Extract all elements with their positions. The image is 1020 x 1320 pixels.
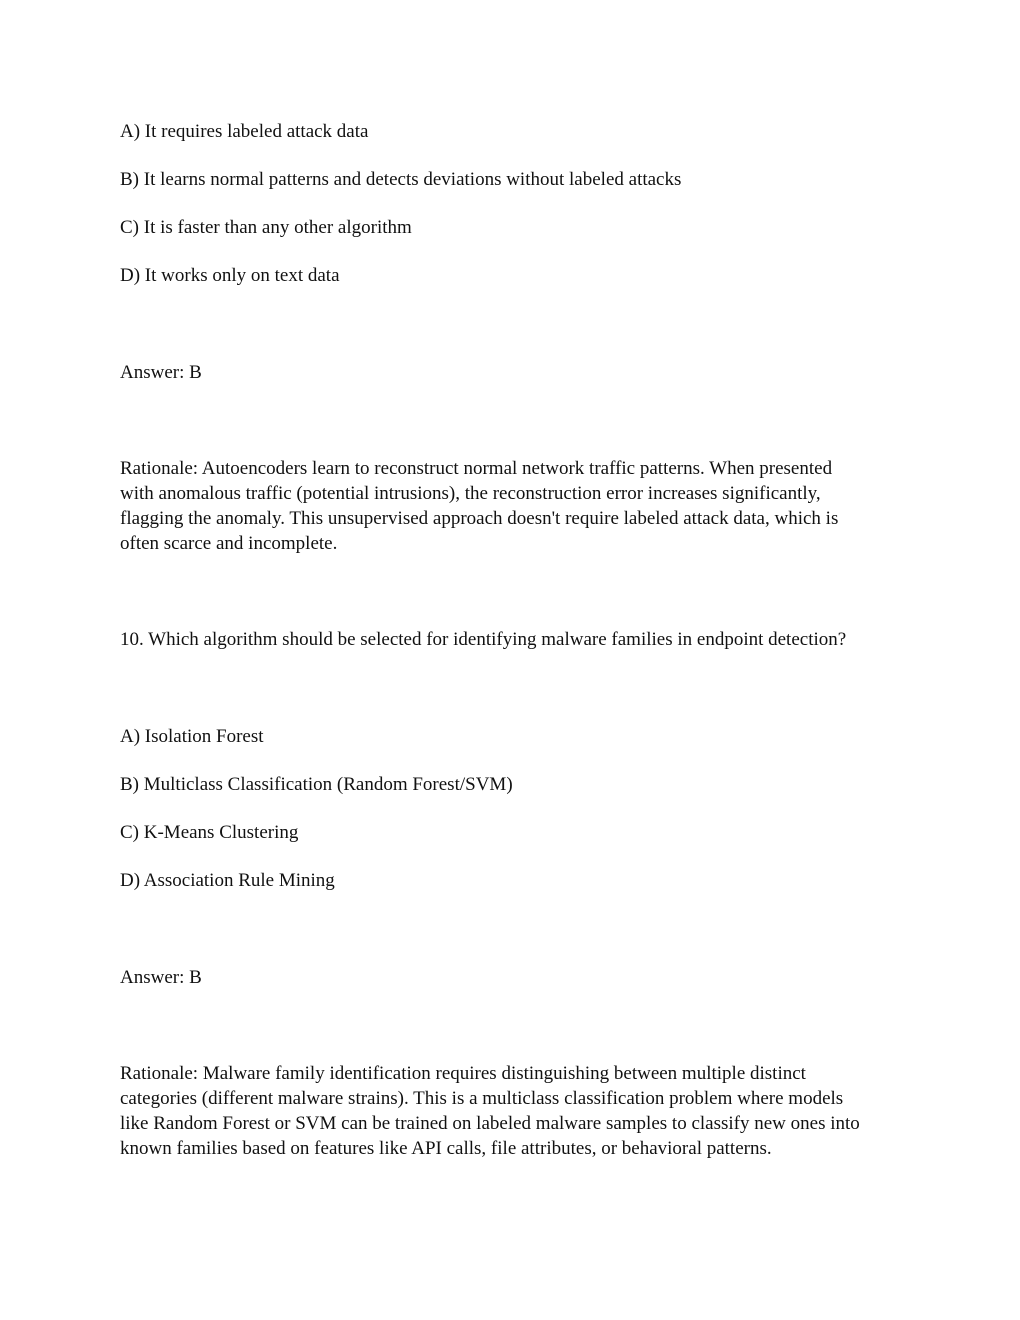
q9-rationale-line: Rationale: Autoencoders learn to reconstruct normal network traffic patterns. When presented — [120, 458, 833, 479]
q9-answer: Answer: B — [120, 362, 202, 383]
q9-rationale — [120, 456, 910, 556]
q10-answer: Answer: B — [120, 967, 202, 988]
q9-rationale-line: flagging the anomaly. This unsupervised approach doesn't require labeled attack data, which is — [120, 508, 839, 529]
q10-rationale-line: known families based on features like API calls, file attributes, or behavioral patterns. — [120, 1138, 772, 1159]
q9-rationale-line: with anomalous traffic (potential intrusions), the reconstruction error increases significantly, — [120, 483, 821, 504]
q10-rationale — [120, 1061, 910, 1161]
q10-rationale-line: like Random Forest or SVM can be trained on labeled malware samples to classify new ones into — [120, 1113, 860, 1134]
q10-rationale-line: Rationale: Malware family identification requires distinguishing between multiple distinct — [120, 1063, 806, 1084]
q10-option-a: A) Isolation Forest — [120, 726, 264, 747]
q9-option-a: A) It requires labeled attack data — [120, 121, 369, 142]
q10-option-c: C) K-Means Clustering — [120, 822, 299, 843]
q10-option-d: D) Association Rule Mining — [120, 870, 335, 891]
q9-option-b: B) It learns normal patterns and detects deviations without labeled attacks — [120, 169, 682, 190]
q10-question: 10. Which algorithm should be selected for identifying malware families in endpoint detection? — [120, 629, 847, 650]
q10-rationale-line: categories (different malware strains). This is a multiclass classification problem where models — [120, 1088, 844, 1109]
q9-rationale-line: often scarce and incomplete. — [120, 533, 338, 554]
q10-option-b: B) Multiclass Classification (Random Forest/SVM) — [120, 774, 513, 795]
q9-option-c: C) It is faster than any other algorithm — [120, 217, 412, 238]
q9-option-d: D) It works only on text data — [120, 265, 340, 286]
